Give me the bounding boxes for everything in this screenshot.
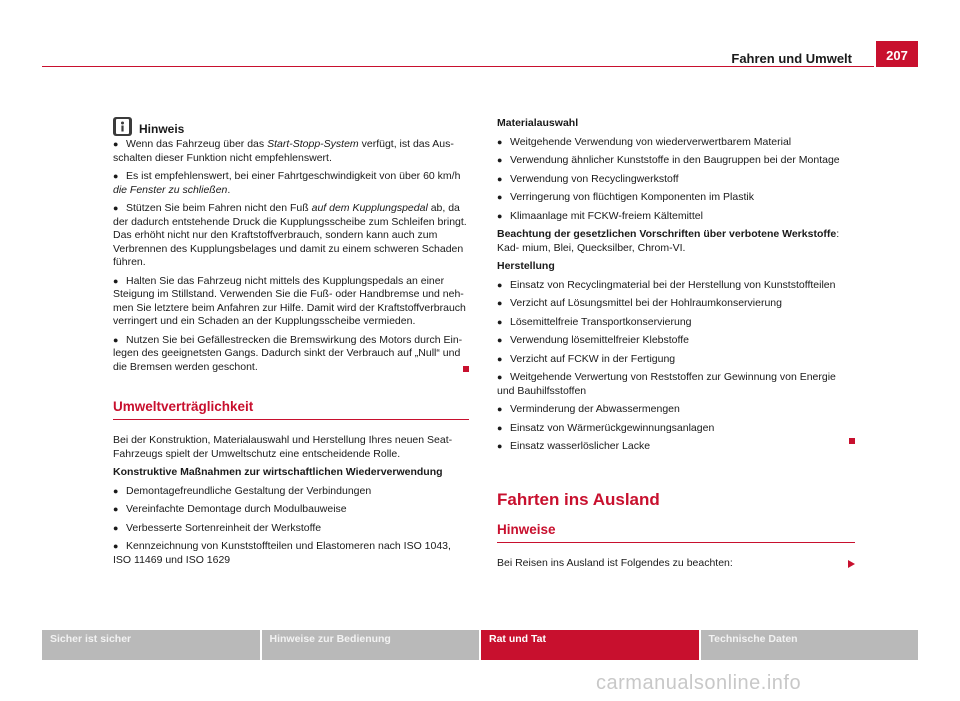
tab-sicher-ist-sicher[interactable]: Sicher ist sicher bbox=[42, 630, 260, 660]
note-item: ● Es ist empfehlenswert, bei einer Fahrtgeschwindigkeit von über 60 km/h die Fenster zu schließen. bbox=[113, 170, 461, 196]
tab-rat-und-tat[interactable]: Rat und Tat bbox=[481, 630, 699, 660]
list-item: ● Verringerung von flüchtigen Komponenten im Plastik bbox=[497, 191, 754, 203]
list-item: ● Verwendung lösemittelfreier Klebstoffe bbox=[497, 334, 689, 346]
umwelt-intro: Bei der Konstruktion, Materialauswahl und Herstellung Ihres neuen Seat-Fahrzeugs spielt der Umweltschutz eine entscheidende Rolle. bbox=[113, 434, 453, 460]
bullet-icon: ● bbox=[497, 210, 503, 221]
section-end-marker bbox=[849, 438, 855, 444]
bullet-icon: ● bbox=[497, 298, 503, 308]
material-title: Materialauswahl bbox=[497, 117, 579, 129]
list-item: ● Verwendung ähnlicher Kunststoffe in den Baugruppen bei der Montage bbox=[497, 154, 840, 166]
list-item: ● Verwendung von Recyclingwerkstoff bbox=[497, 172, 679, 185]
list-item: ● Einsatz von Wärmerückgewinnungsanlagen bbox=[497, 421, 715, 434]
note-item: ● Nutzen Sie bei Gefällestrecken die Bremswirkung des Motors durch Ein- legen des geeignetsten Gangs. Dadurch sinkt der Verbrauch auf „Null“ und die Bremsen werden geschont. bbox=[113, 334, 469, 375]
section-heading-umwelt: Umweltverträglichkeit bbox=[113, 399, 469, 420]
vorschriften-paragraph: Beachtung der gesetzlichen Vorschriften über verbotene Werkstoffe: Kad- mium, Blei, Quecksilber, Chrom-VI. bbox=[497, 228, 840, 254]
bullet-icon: ● bbox=[113, 139, 119, 149]
bullet-icon: ● bbox=[497, 422, 503, 433]
list-item: ● Einsatz von Recyclingmaterial bei der Herstellung von Kunststoffteilen bbox=[497, 278, 836, 291]
chapter-heading-ausland: Fahrten ins Ausland bbox=[497, 489, 660, 509]
list-item: ● Lösemittelfreie Transportkonservierung bbox=[497, 315, 692, 328]
watermark: carmanualsonline.info bbox=[596, 672, 802, 694]
bullet-icon: ● bbox=[497, 155, 503, 165]
list-item: ● Verbesserte Sortenreinheit der Werkstoffe bbox=[113, 521, 322, 534]
ausland-text: Bei Reisen ins Ausland ist Folgendes zu beachten: bbox=[497, 557, 855, 571]
tab-technische-daten[interactable]: Technische Daten bbox=[701, 630, 919, 660]
section-end-marker bbox=[463, 366, 469, 372]
info-note-icon bbox=[113, 117, 132, 136]
note-item: ● Stützen Sie beim Fahren nicht den Fuß auf dem Kupplungspedal ab, da der dadurch entstehende Druck die Kupplungsscheibe zum Schleifen bringt. Das erhöht nicht nur den Kraftstoffverbrauch, sondern kann auch zum Verbrennen des Kupplungsbelages und damit zu einem schweren Schaden führen. bbox=[113, 202, 467, 268]
note-title: Hinweis bbox=[139, 122, 185, 136]
page-number: 207 bbox=[876, 41, 918, 67]
bullet-icon: ● bbox=[113, 275, 119, 286]
bullet-icon: ● bbox=[113, 504, 119, 514]
note-header bbox=[113, 117, 469, 136]
herstellung-title: Herstellung bbox=[497, 260, 555, 272]
bullet-icon: ● bbox=[497, 353, 503, 364]
footer-tabs bbox=[42, 630, 918, 660]
bullet-icon: ● bbox=[113, 485, 119, 496]
list-item: ● Einsatz wasserlöslicher Lacke bbox=[497, 440, 855, 454]
list-item: ● Vereinfachte Demontage durch Modulbauweise bbox=[113, 503, 347, 515]
continue-arrow-icon bbox=[848, 560, 855, 568]
note-item: ● Halten Sie das Fahrzeug nicht mittels des Kupplungspedals an einer Steigung im Stillstand. Verwenden Sie die Fuß- oder Handbremse und neh- men Sie letztere beim Anfahren zur Hilfe. Damit wird der Kraftstoffverbrauch verringert und ein Schaden an der Kupplungsscheibe vermieden. bbox=[113, 274, 466, 327]
note-item: ● Wenn das Fahrzeug über das Start-Stopp-System verfügt, ist das Aus- schalten dieser Funktion nicht empfehlenswert. bbox=[113, 138, 454, 164]
list-item: ● Kennzeichnung von Kunststoffteilen und Elastomeren nach ISO 1043, ISO 11469 und ISO 1629 bbox=[113, 540, 451, 566]
list-item: ● Demontagefreundliche Gestaltung der Verbindungen bbox=[113, 484, 372, 497]
bullet-icon: ● bbox=[497, 136, 503, 147]
bullet-icon: ● bbox=[497, 404, 503, 414]
bullet-icon: ● bbox=[497, 372, 503, 382]
bullet-icon: ● bbox=[113, 541, 119, 551]
bullet-icon: ● bbox=[113, 171, 119, 181]
bullet-icon: ● bbox=[113, 203, 119, 213]
tab-hinweise-zur-bedienung[interactable]: Hinweise zur Bedienung bbox=[262, 630, 480, 660]
bullet-icon: ● bbox=[497, 441, 503, 451]
left-column bbox=[113, 117, 469, 572]
konstruktiv-title: Konstruktive Maßnahmen zur wirtschaftlichen Wiederverwendung bbox=[113, 466, 443, 478]
bullet-icon: ● bbox=[497, 316, 503, 327]
bullet-icon: ● bbox=[497, 335, 503, 345]
bullet-icon: ● bbox=[113, 522, 119, 533]
header-rule bbox=[42, 66, 874, 67]
bullet-icon: ● bbox=[497, 192, 503, 202]
list-item: ● Weitgehende Verwendung von wiederverwertbarem Material bbox=[497, 135, 792, 148]
bullet-icon: ● bbox=[497, 279, 503, 290]
section-heading-hinweise: Hinweise bbox=[497, 522, 855, 543]
list-item: ● Verzicht auf FCKW in der Fertigung bbox=[497, 352, 676, 365]
list-item: ● Verminderung der Abwassermengen bbox=[497, 403, 680, 415]
list-item: ● Verzicht auf Lösungsmittel bei der Hohlraumkonservierung bbox=[497, 297, 782, 309]
right-column bbox=[497, 117, 855, 576]
list-item: ● Klimaanlage mit FCKW-freiem Kältemittel bbox=[497, 209, 703, 222]
bullet-icon: ● bbox=[497, 173, 503, 184]
bullet-icon: ● bbox=[113, 334, 119, 345]
list-item: ● Weitgehende Verwertung von Reststoffen zur Gewinnung von Energie und Bauhilfsstoffen bbox=[497, 371, 836, 397]
running-header-title: Fahren und Umwelt bbox=[731, 51, 852, 66]
note-list bbox=[113, 138, 469, 374]
